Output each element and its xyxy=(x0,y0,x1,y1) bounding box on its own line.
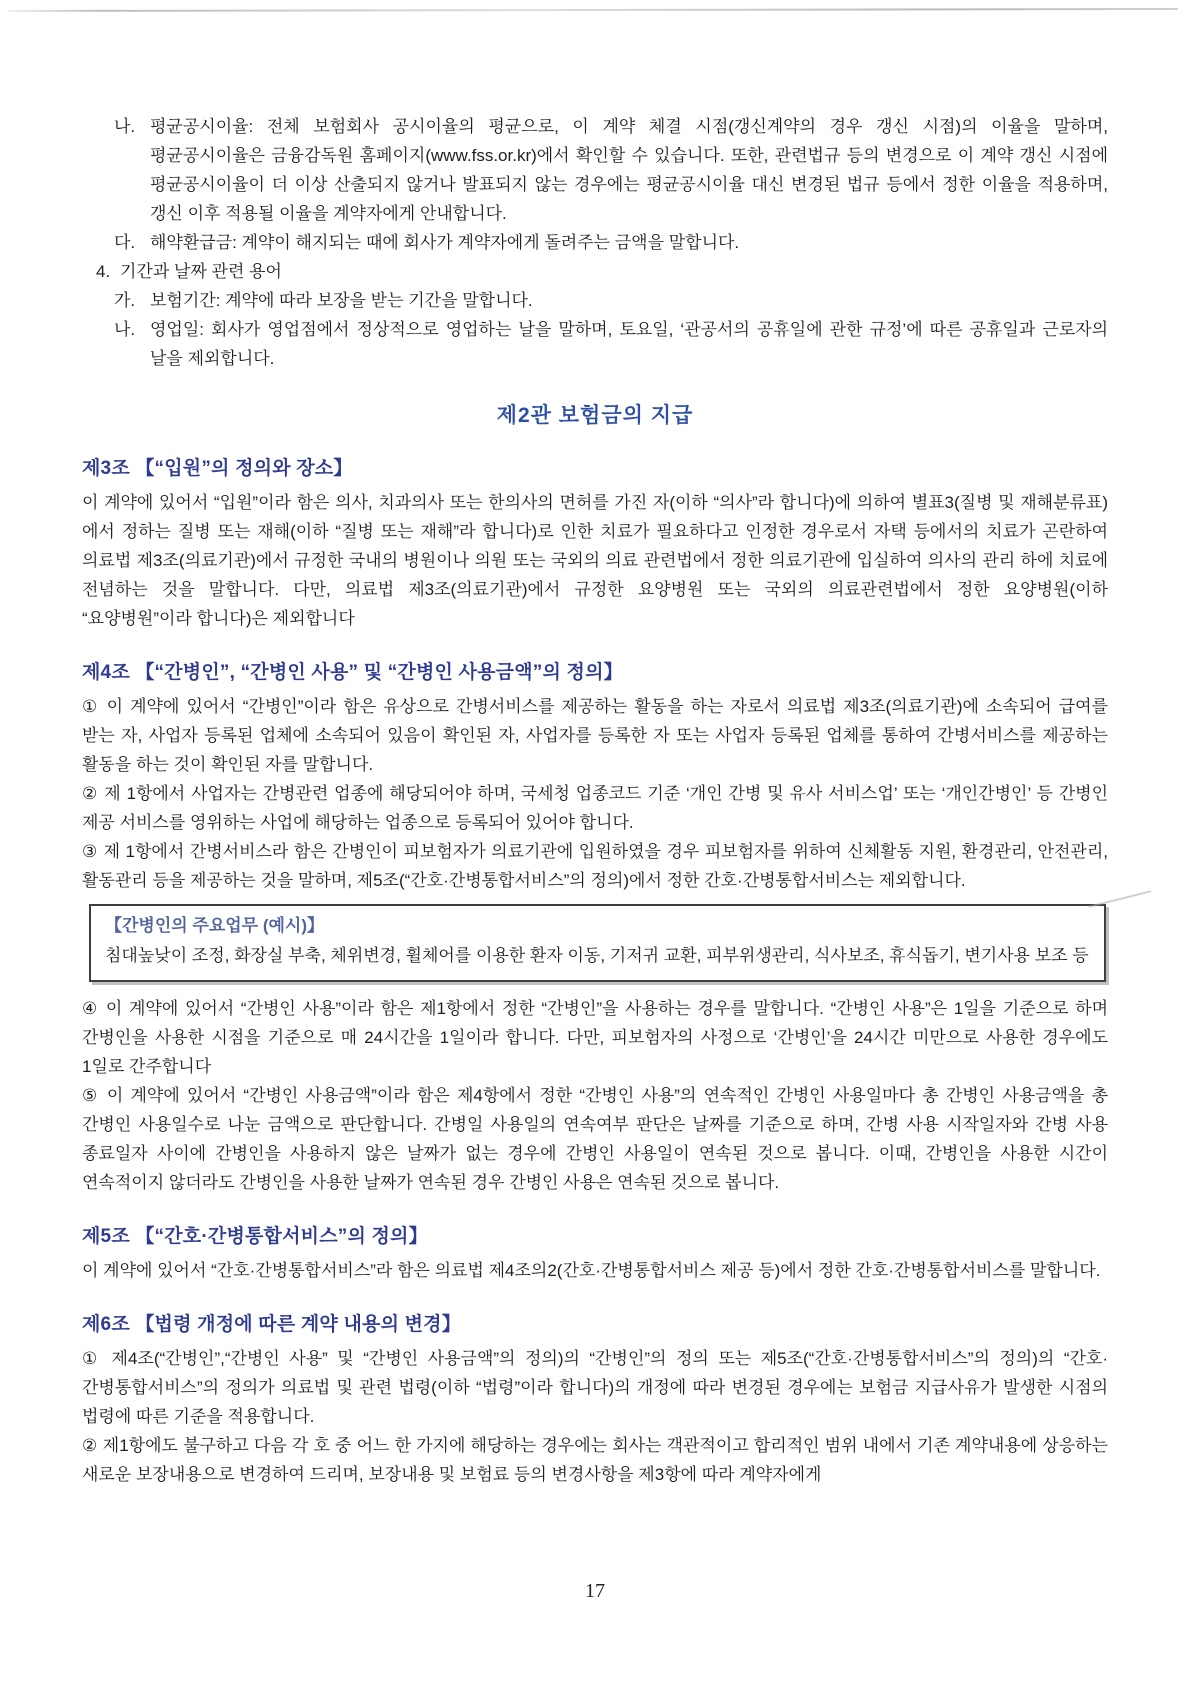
list-item xyxy=(114,112,1108,228)
article-4-paragraph-4: ④ 이 계약에 있어서 “간병인 사용”이라 함은 제1항에서 정한 “간병인”을 사용하는 경우를 말합니다. “간병인 사용”은 1일을 기준으로 하며 간병인을 사용한 시점을 기준으로 매 24시간을 1일이라 합니다. 다만, 피보험자의 사정으로 ‘간병인’을 24시간 미만으로 사용한 경우에도 1일로 간주합니다 xyxy=(82,999,1108,1076)
item-text: 보험기간: 계약에 따라 보장을 받는 기간을 말합니다. xyxy=(150,291,533,310)
article-4-paragraph-3: ③ 제 1항에서 간병서비스라 함은 간병인이 피보험자가 의료기관에 입원하였을 경우 피보험자를 위하여 신체활동 지원, 환경관리, 안전관리, 활동관리 등을 제공하는 것을 말하며, 제5조(“간호·간병통합서비스”의 정의)에서 정한 간호·간병통합서비스는 제외합니다. xyxy=(82,842,1108,890)
example-box-title: 【간병인의 주요업무 (예시)】 xyxy=(105,916,324,935)
article-6-paragraph-1: ① 제4조(“간병인”,“간병인 사용” 및 “간병인 사용금액”의 정의)의 “간병인”의 정의 또는 제5조(“간호·간병통합서비스”의 정의)의 “간호·간병통합서비스”의 정의가 의료법 및 관련 법령(이하 “법령”이라 합니다)의 개정에 따라 변경된 경우에는 보험금 지급사유가 발생한 시점의 법령에 따른 기준을 적용합니다. xyxy=(82,1349,1108,1426)
article-3-body: 이 계약에 있어서 “입원”이라 함은 의사, 치과의사 또는 한의사의 면허를 가진 자(이하 “의사”라 합니다)에 의하여 별표3(질병 및 재해분류표)에서 정하는 질병 또는 재해(이하 “질병 또는 재해”라 합니다)로 인한 치료가 필요하다고 인정한 경우로서 자택 등에서의 치료가 곤란하여 의료법 제3조(의료기관)에서 규정한 국내의 병원이나 의원 또는 국외의 의료 관련법에서 정한 의료기관에 입실하여 의사의 관리 하에 치료에 전념하는 것을 말합니다. 다만, 의료법 제3조(의료기관)에서 규정한 요양병원 또는 국외의 의료관련법에서 정한 요양병원(이하 “요양병원”이라 합니다)은 제외합니다 xyxy=(82,493,1108,628)
article-4-paragraph-5: ⑤ 이 계약에 있어서 “간병인 사용금액”이라 함은 제4항에서 정한 “간병인 사용”의 연속적인 간병인 사용일마다 총 간병인 사용금액을 총 간병인 사용일수로 나눈 금액으로 판단합니다. 간병일 사용일의 연속여부 판단은 날짜를 기준으로 하며, 간병 사용 시작일자와 간병 사용 종료일자 사이에 간병인을 사용하지 않은 날짜가 없는 경우에 간병인 사용일이 연속된 것으로 봅니다. 이때, 간병인을 사용한 시간이 연속적이지 않더라도 간병인을 사용한 날짜가 연속된 경우 간병인 사용은 연속된 것으로 봅니다. xyxy=(82,1086,1108,1192)
definitions-list xyxy=(82,112,1108,373)
article-6-paragraph-2: ② 제1항에도 불구하고 다음 각 호 중 어느 한 가지에 해당하는 경우에는 회사는 객관적이고 합리적인 범위 내에서 기존 계약내용에 상응하는 새로운 보장내용으로 변경하여 드리며, 보장내용 및 보험료 등의 변경사항을 제3항에 따라 계약자에게 xyxy=(82,1436,1108,1484)
scan-artifact-line xyxy=(8,8,1178,12)
item-text: 평균공시이율: 전체 보험회사 공시이율의 평균으로, 이 계약 체결 시점(갱신계약의 경우 갱신 시점)의 이율을 말하며, 평균공시이율은 금융감독원 홈페이지(www.fss.or.kr)에서 확인할 수 있습니다. 또한, 관련법규 등의 변경으로 이 계약 갱신 시점에 평균공시이율이 더 이상 산출되지 않거나 발표되지 않는 경우에는 평균공시이율 대신 변경된 법규 등에서 정한 이율을 적용하며, 갱신 이후 적용될 이율을 계약자에게 안내합니다. xyxy=(150,117,1108,223)
part-heading: 제2관 보험금의 지급 xyxy=(496,404,694,427)
example-box-body: 침대높낮이 조정, 화장실 부축, 체위변경, 휠체어를 이용한 환자 이동, 기저귀 교환, 피부위생관리, 식사보조, 휴식돕기, 변기사용 보조 등 xyxy=(105,946,1089,965)
article-4-heading: 제4조 【“간병인”, “간병인 사용” 및 “간병인 사용금액”의 정의】 xyxy=(82,662,623,683)
item-label: 가. xyxy=(114,291,136,310)
item-label: 다. xyxy=(114,233,136,252)
list-item xyxy=(114,315,1108,373)
item-text: 기간과 날짜 관련 용어 xyxy=(120,262,282,281)
list-item xyxy=(114,286,1108,315)
item-label: 나. xyxy=(114,117,136,136)
page-number: 17 xyxy=(585,1580,605,1602)
article-3-heading: 제3조 【“입원”의 정의와 장소】 xyxy=(82,458,353,479)
item-label: 4. xyxy=(96,262,111,281)
article-4-paragraph-1: ① 이 계약에 있어서 “간병인”이라 함은 유상으로 간병서비스를 제공하는 활동을 하는 자로서 의료법 제3조(의료기관)에 소속되어 급여를 받는 자, 사업자 등록된 업체에 소속되어 있음이 확인된 자, 사업자를 등록한 자 또는 사업자 등록된 업체를 통하여 간병서비스를 제공하는 활동을 하는 것이 확인된 자를 말합니다. xyxy=(82,697,1108,774)
list-item xyxy=(96,257,1108,286)
caregiver-duties-example-box xyxy=(89,904,1106,982)
item-text: 영업일: 회사가 영업점에서 정상적으로 영업하는 날을 말하며, 토요일, ‘관공서의 공휴일에 관한 규정’에 따른 공휴일과 근로자의 날을 제외합니다. xyxy=(150,320,1108,368)
article-4-paragraph-2: ② 제 1항에서 사업자는 간병관련 업종에 해당되어야 하며, 국세청 업종코드 기준 ‘개인 간병 및 유사 서비스업’ 또는 ‘개인간병인’ 등 간병인 제공 서비스를 영위하는 사업에 해당하는 업종으로 등록되어 있어야 합니다. xyxy=(82,784,1108,832)
item-label: 나. xyxy=(114,320,136,339)
article-6-heading: 제6조 【법령 개정에 따른 계약 내용의 변경】 xyxy=(82,1314,461,1335)
item-text: 해약환급금: 계약이 해지되는 때에 회사가 계약자에게 돌려주는 금액을 말합니다. xyxy=(150,233,740,252)
article-5-heading: 제5조 【“간호·간병통합서비스”의 정의】 xyxy=(82,1226,428,1247)
article-5-body: 이 계약에 있어서 “간호·간병통합서비스”라 함은 의료법 제4조의2(간호·간병통합서비스 제공 등)에서 정한 간호·간병통합서비스를 말합니다. xyxy=(82,1261,1101,1280)
list-item xyxy=(114,228,1108,257)
